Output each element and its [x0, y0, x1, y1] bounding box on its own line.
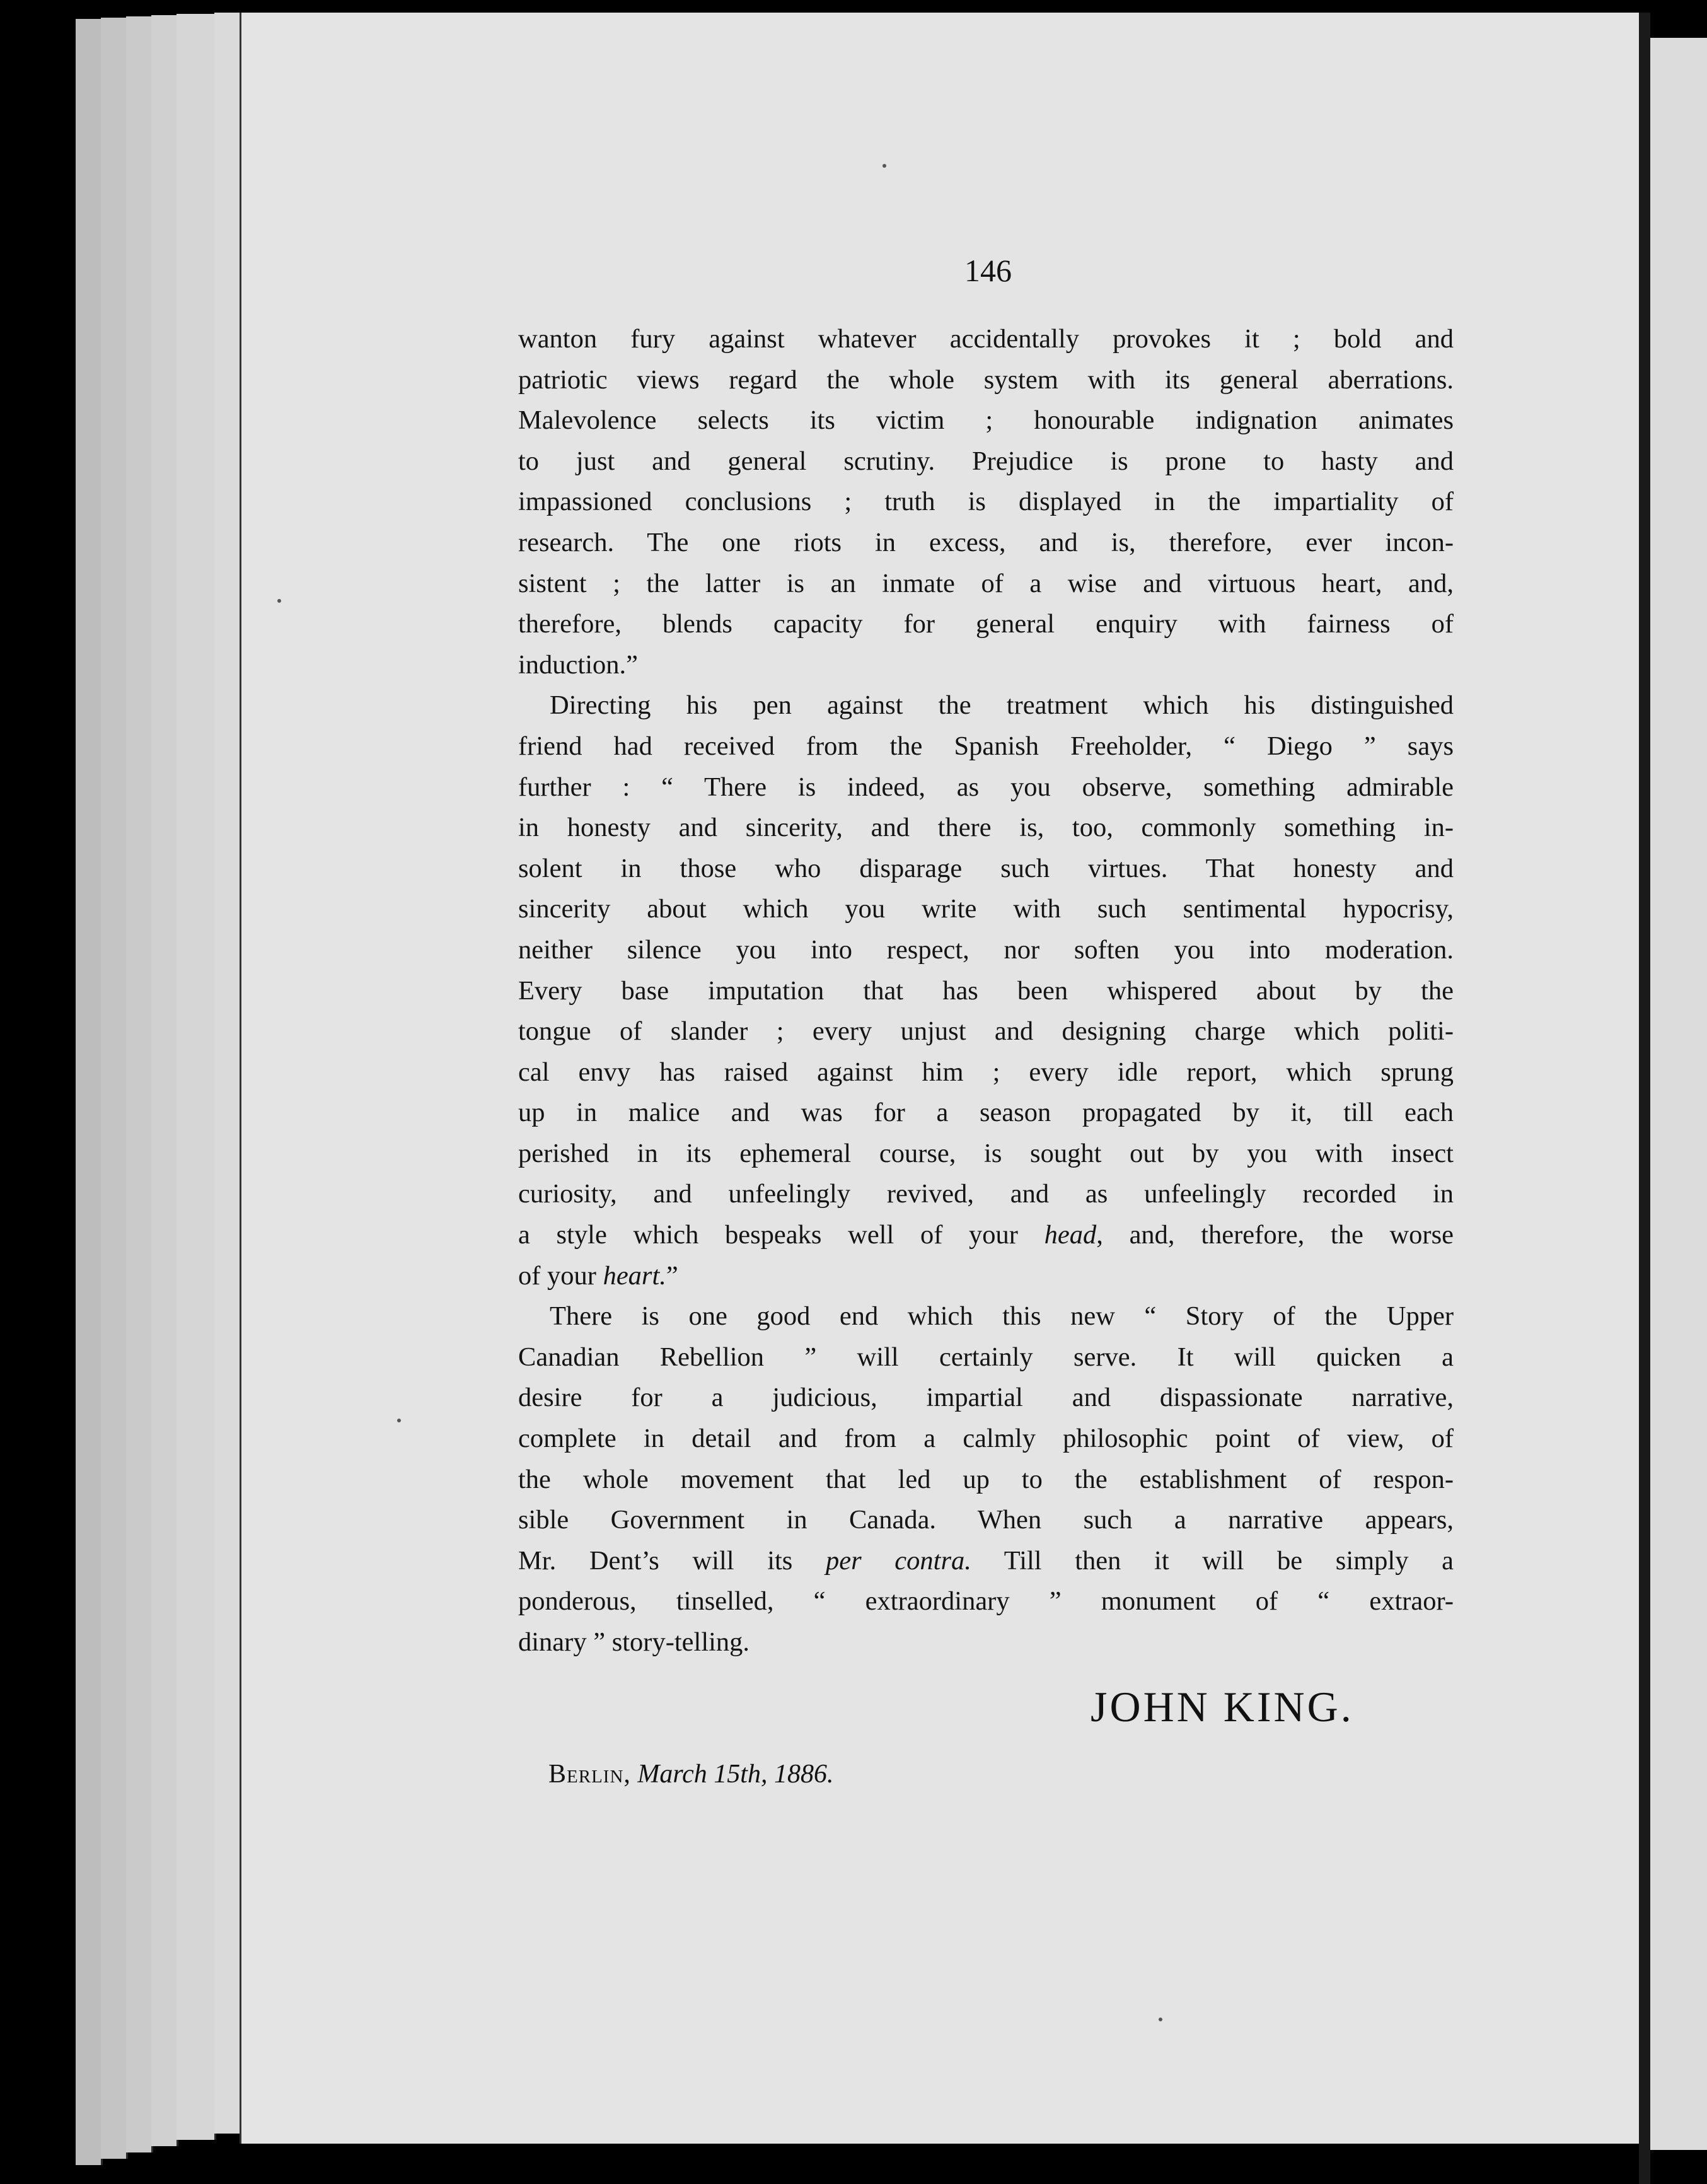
text-line: sible Government in Canada. When such a narrative appears, — [518, 1505, 1454, 1535]
text-line: cal envy has raised against him ; every idle report, which sprung — [518, 1057, 1454, 1087]
author-signature: JOHN KING. — [1091, 1683, 1354, 1731]
text-line: dinary ” story-telling. — [518, 1627, 750, 1657]
text-line: in honesty and sincerity, and there is, too, commonly something in- — [518, 813, 1454, 843]
text-line: tongue of slander ; every unjust and designing charge which politi- — [518, 1016, 1454, 1047]
text-line: Directing his pen against the treatment which his distinguished — [550, 690, 1454, 721]
page-edge — [214, 13, 241, 2134]
speck — [397, 1419, 401, 1422]
italic-segment: heart. — [603, 1260, 666, 1291]
page-edge — [101, 18, 128, 2159]
text-line: sincerity about which you write with such sentimental hypocrisy, — [518, 894, 1454, 924]
text-line: perished in its ephemeral course, is sought out by you with insect — [518, 1138, 1454, 1168]
text-line: complete in detail and from a calmly philosophic point of view, of — [518, 1424, 1454, 1454]
page-number: 146 — [964, 253, 1012, 288]
text-line: friend had received from the Spanish Freeholder, “ Diego ” says — [518, 731, 1454, 761]
text-segment: of your — [518, 1260, 603, 1291]
dateline-date: March 15th, 1886. — [637, 1760, 834, 1789]
text-line: patriotic views regard the whole system with its general aberrations. — [518, 364, 1454, 395]
text-line: impassioned conclusions ; truth is displayed in the impartiality of — [518, 487, 1454, 517]
dateline-place: Berlin, — [548, 1760, 631, 1789]
text-segment: Till then it will be simply a — [971, 1545, 1454, 1576]
facing-page-edge — [1650, 38, 1707, 2150]
italic-segment: head — [1044, 1220, 1097, 1250]
speck — [882, 164, 886, 168]
body-text — [518, 319, 1454, 1663]
text-line: There is one good end which this new “ Story of the Upper — [550, 1301, 1454, 1332]
text-segment: Mr. Dent’s will its — [518, 1545, 826, 1576]
text-line: wanton fury against whatever accidentally provokes it ; bold and — [518, 324, 1454, 354]
text-line: Malevolence selects its victim ; honourable indignation animates — [518, 405, 1454, 436]
text-line: curiosity, and unfeelingly revived, and as unfeelingly recorded in — [518, 1179, 1454, 1209]
page-edge — [176, 14, 216, 2140]
text-line: Every base imputation that has been whispered about by the — [518, 975, 1454, 1006]
text-line — [518, 1541, 1454, 1582]
text-segment: , and, therefore, the worse — [1096, 1220, 1454, 1250]
text-line: solent in those who disparage such virtues. That honesty and — [518, 853, 1454, 883]
page-edge — [151, 15, 178, 2146]
text-segment: ” — [666, 1260, 678, 1291]
text-line: further : “ There is indeed, as you observe, something admirable — [518, 772, 1454, 802]
book-gutter — [1639, 13, 1650, 2184]
speck — [277, 599, 281, 603]
text-line — [518, 1215, 1454, 1256]
text-segment: a style which bespeaks well of your — [518, 1220, 1044, 1250]
text-line: neither silence you into respect, nor soften you into moderation. — [518, 934, 1454, 965]
text-line: the whole movement that led up to the establishment of respon- — [518, 1464, 1454, 1494]
text-line — [518, 1256, 1454, 1297]
page-edge — [126, 16, 153, 2152]
speck — [1159, 2018, 1162, 2021]
text-line: Canadian Rebellion ” will certainly serve. It will quicken a — [518, 1342, 1454, 1372]
italic-segment: per contra. — [825, 1545, 971, 1576]
text-line: desire for a judicious, impartial and dispassionate narrative, — [518, 1383, 1454, 1413]
dateline — [548, 1759, 833, 1789]
text-line: therefore, blends capacity for general enquiry with fairness of — [518, 609, 1454, 639]
text-line: up in malice and was for a season propagated by it, till each — [518, 1098, 1454, 1128]
text-line: to just and general scrutiny. Prejudice is prone to hasty and — [518, 446, 1454, 476]
page-edge — [76, 19, 103, 2165]
text-line: sistent ; the latter is an inmate of a wise and virtuous heart, and, — [518, 568, 1454, 598]
text-line: research. The one riots in excess, and is, therefore, ever incon- — [518, 527, 1454, 557]
text-line: induction.” — [518, 649, 639, 680]
text-line: ponderous, tinselled, “ extraordinary ” monument of “ extraor- — [518, 1586, 1454, 1617]
